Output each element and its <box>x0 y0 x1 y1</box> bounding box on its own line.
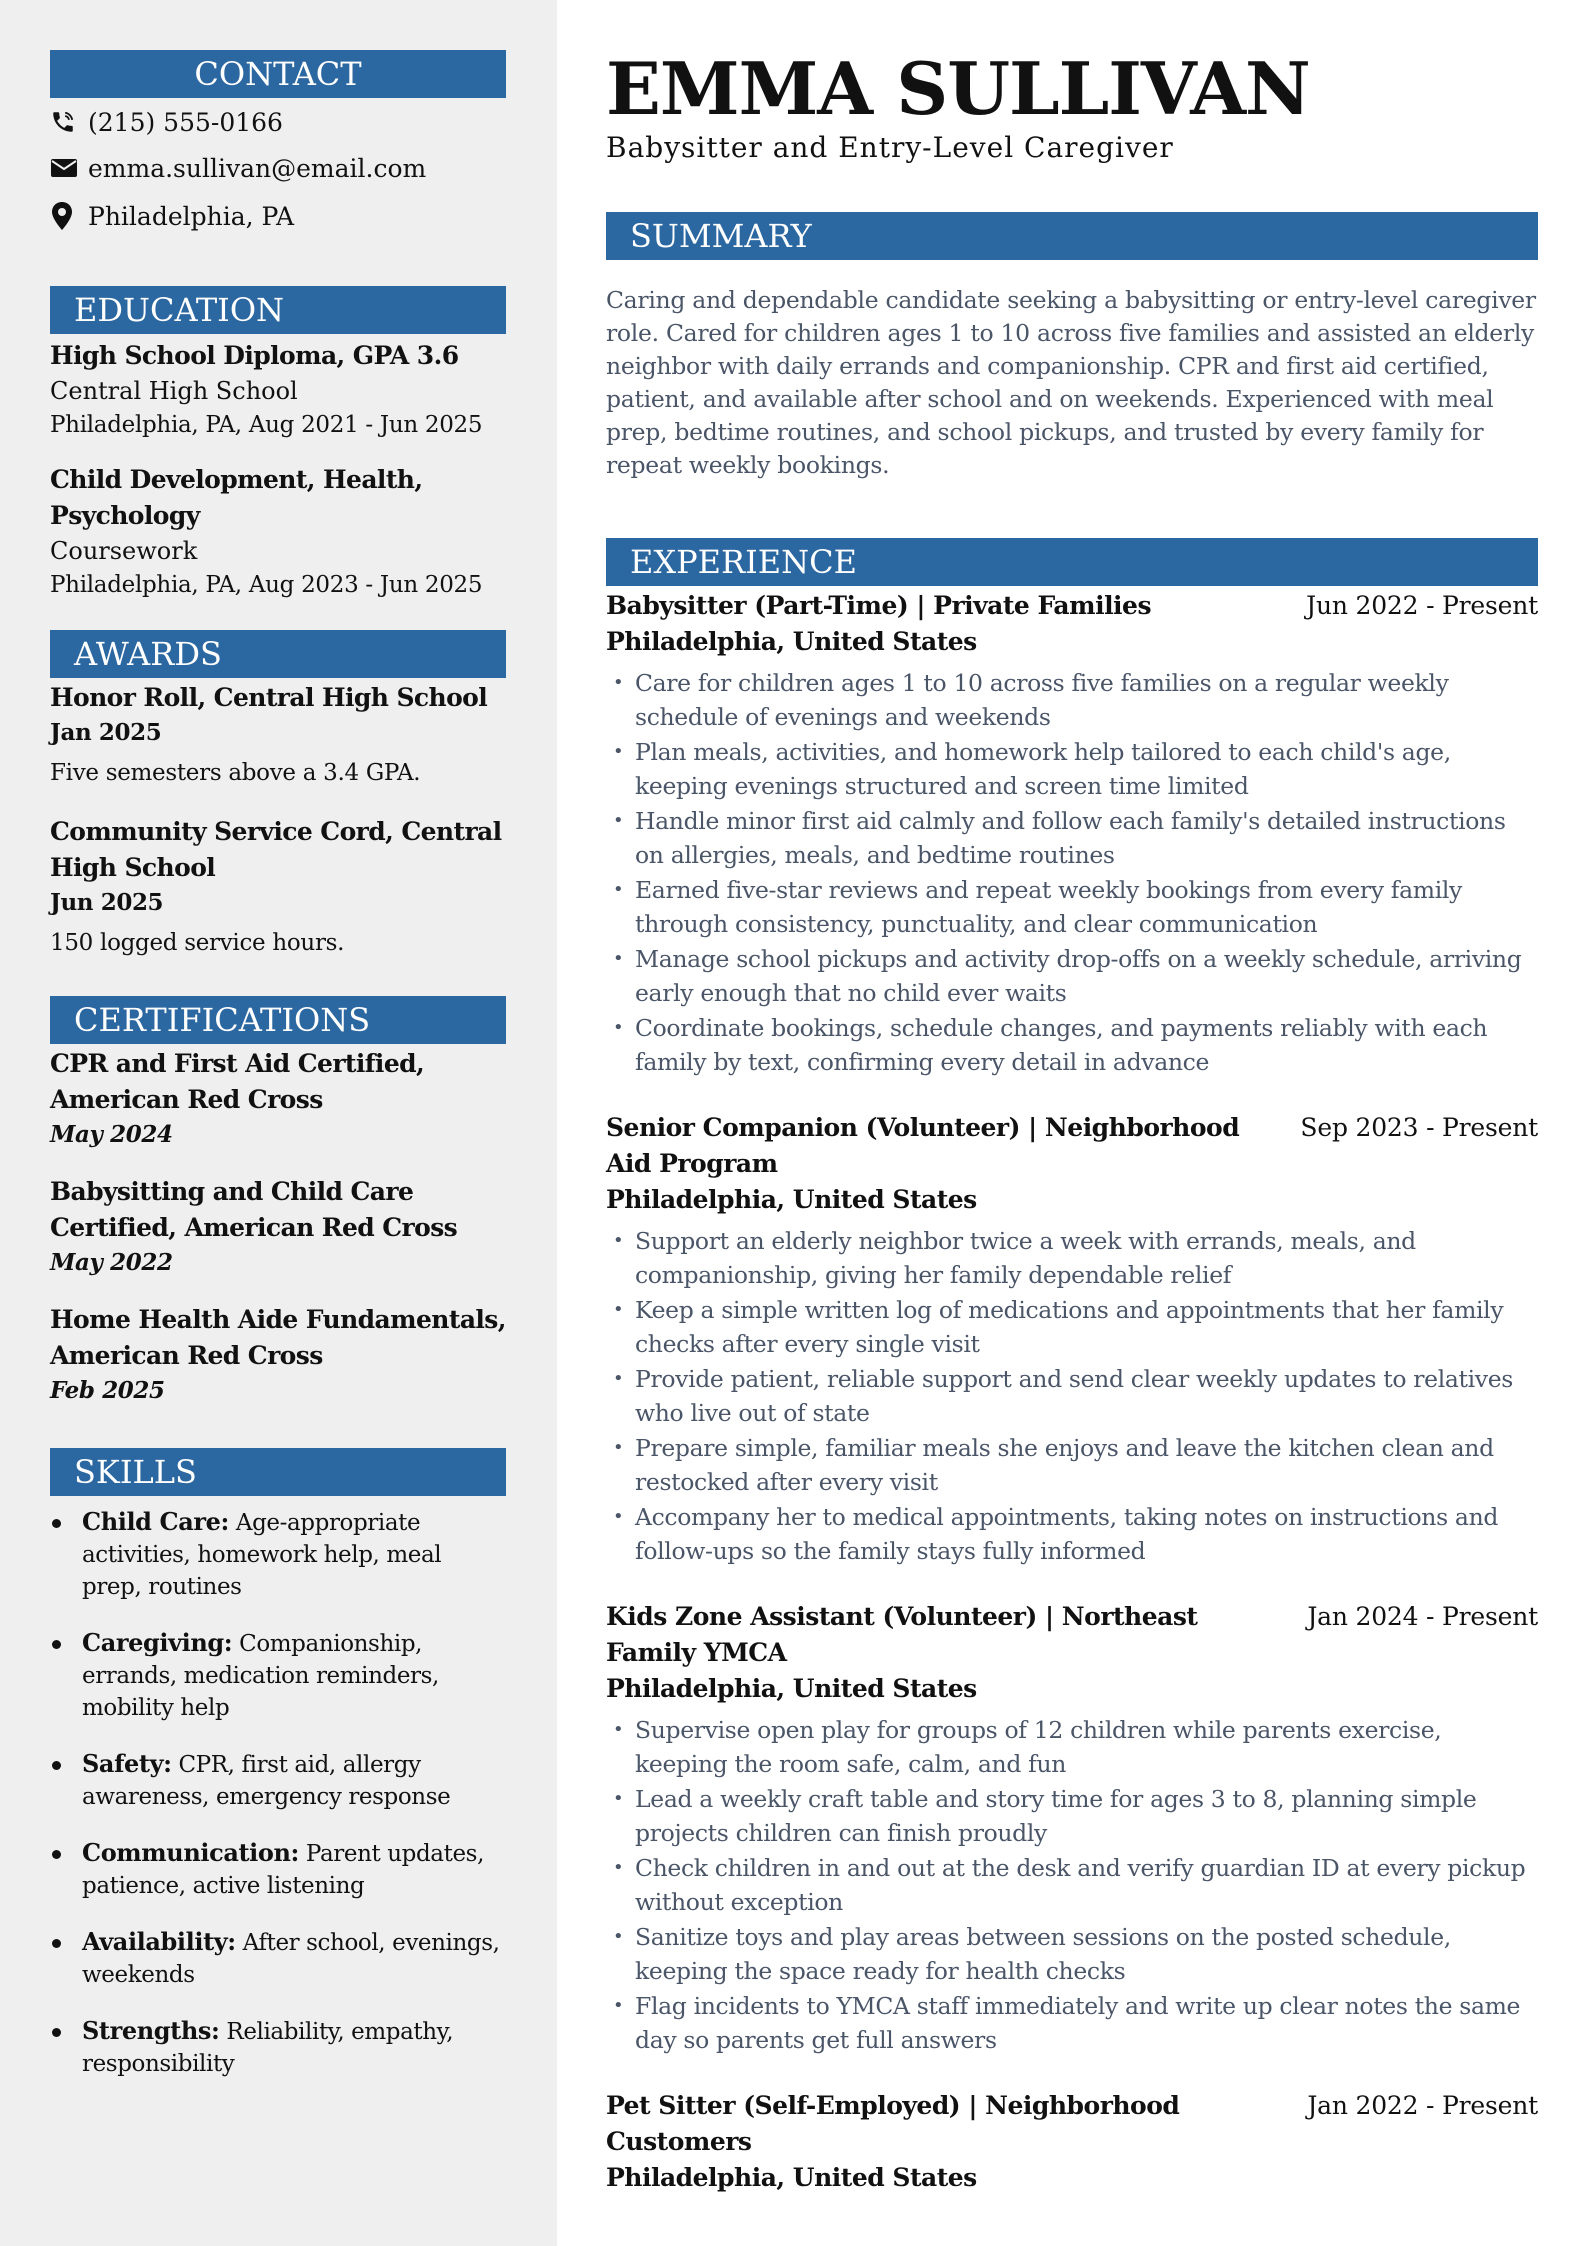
job-location: Philadelphia, United States <box>606 2163 977 2192</box>
skill-text: Companionship, errands, medication reminders, mobility help <box>82 1631 439 1721</box>
summary-text: Caring and dependable candidate seeking a babysitting or entry-level caregiver role. Cared for children ages 1 to 10 across five families and assisted an elderly neighbor with daily errands and companionship. CPR and first aid certified, patient, and available after school and on weekends. Experienced with meal prep, bedtime routines, and school pickups, and trusted by every family for repeat weekly bookings. <box>606 286 1536 479</box>
award-title: Community Service Cord, Central High School <box>50 817 502 882</box>
candidate-name: EMMA SULLIVAN <box>606 46 1310 131</box>
education-title: High School Diploma, GPA 3.6 <box>50 341 459 370</box>
experience-heading: EXPERIENCE <box>606 538 1538 586</box>
certification-date: May 2022 <box>50 1249 173 1276</box>
certification-title: Home Health Aide Fundamentals, American Red Cross <box>50 1305 506 1370</box>
skill-label: Strengths: <box>82 2016 220 2045</box>
job-bullet: • Supervise open play for groups of 12 children while parents exercise, keeping the room safe, calm, and fun <box>606 1713 1538 1781</box>
job-bullets <box>606 1713 1538 2057</box>
skill-text: Parent updates, patience, active listening <box>82 1841 484 1899</box>
job-title: Pet Sitter (Self-Employed) | Neighborhood Customers <box>606 2091 1180 2156</box>
job-date: Sep 2023 - Present <box>1300 1113 1538 1142</box>
certification-item <box>50 1046 507 1152</box>
job-bullet: • Check children in and out at the desk and verify guardian ID at every pickup without exception <box>606 1851 1538 1919</box>
skill-item <box>50 2015 507 2080</box>
certifications-heading: CERTIFICATIONS <box>50 996 506 1044</box>
skill-label: Safety: <box>82 1749 172 1778</box>
email-text: emma.sullivan@email.com <box>88 153 427 183</box>
education-school: Coursework <box>50 537 198 565</box>
job-title: Kids Zone Assistant (Volunteer) | Northeast Family YMCA <box>606 1602 1198 1667</box>
phone-text: (215) 555-0166 <box>88 107 283 137</box>
skill-item <box>50 1748 507 1813</box>
job-entry <box>606 588 1538 1079</box>
job-bullet: • Handle minor first aid calmly and follow each family's detailed instructions on allergies, meals, and bedtime routines <box>606 804 1538 872</box>
award-desc: 150 logged service hours. <box>50 930 345 956</box>
job-bullet: • Care for children ages 1 to 10 across five families on a regular weekly schedule of evenings and weekends <box>606 666 1538 734</box>
skill-text: Age-appropriate activities, homework help, meal prep, routines <box>82 1510 442 1600</box>
skill-item <box>50 1506 507 1603</box>
certification-item <box>50 1302 507 1408</box>
award-date: Jun 2025 <box>50 889 164 916</box>
candidate-subtitle: Babysitter and Entry-Level Caregiver <box>606 131 1174 164</box>
skill-text: Reliability, empathy, responsibility <box>82 2019 454 2077</box>
contact-phone <box>50 100 507 144</box>
job-date: Jan 2024 - Present <box>1307 1602 1538 1631</box>
job-location: Philadelphia, United States <box>606 627 977 656</box>
email-icon <box>50 153 88 183</box>
education-title: Child Development, Health, Psychology <box>50 465 423 530</box>
sidebar <box>0 0 557 2246</box>
education-school: Central High School <box>50 377 298 405</box>
certification-date: Feb 2025 <box>50 1377 165 1404</box>
job-bullet: • Plan meals, activities, and homework help tailored to each child's age, keeping evenings structured and screen time limited <box>606 735 1538 803</box>
location-text: Philadelphia, PA <box>88 201 295 231</box>
certification-title: Babysitting and Child Care Certified, American Red Cross <box>50 1177 458 1242</box>
contact-email[interactable] <box>50 144 507 192</box>
job-bullets <box>606 666 1538 1079</box>
contact-location <box>50 192 507 240</box>
job-title: Babysitter (Part-Time) | Private Families <box>606 591 1152 620</box>
skill-label: Caregiving: <box>82 1628 233 1657</box>
contact-heading: CONTACT <box>50 50 506 98</box>
education-heading: EDUCATION <box>50 286 506 334</box>
certification-title: CPR and First Aid Certified, American Red Cross <box>50 1049 425 1114</box>
job-entry <box>606 2088 1538 2196</box>
certification-date: May 2024 <box>50 1121 173 1148</box>
job-location: Philadelphia, United States <box>606 1185 977 1214</box>
job-bullet: • Earned five-star reviews and repeat weekly bookings from every family through consistency, punctuality, and clear communication <box>606 873 1538 941</box>
certification-item <box>50 1174 507 1280</box>
award-date: Jan 2025 <box>50 719 162 746</box>
job-bullet: • Manage school pickups and activity drop-offs on a weekly schedule, arriving early enough that no child ever waits <box>606 942 1538 1010</box>
job-bullet: • Support an elderly neighbor twice a week with errands, meals, and companionship, giving her family dependable relief <box>606 1224 1538 1292</box>
job-bullet: • Sanitize toys and play areas between sessions on the posted schedule, keeping the space ready for health checks <box>606 1920 1538 1988</box>
job-bullet: • Keep a simple written log of medications and appointments that her family checks after every single visit <box>606 1293 1538 1361</box>
award-item <box>50 814 507 960</box>
location-pin-icon <box>50 201 88 231</box>
award-title: Honor Roll, Central High School <box>50 683 488 712</box>
phone-icon <box>50 107 88 137</box>
skills-list <box>50 1506 507 2080</box>
skill-label: Communication: <box>82 1838 299 1867</box>
skill-label: Child Care: <box>82 1507 229 1536</box>
job-date: Jan 2022 - Present <box>1307 2091 1538 2120</box>
job-date: Jun 2022 - Present <box>1306 591 1538 620</box>
awards-heading: AWARDS <box>50 630 506 678</box>
skill-item <box>50 1926 507 1991</box>
job-bullet: • Coordinate bookings, schedule changes, and payments reliably with each family by text, confirming every detail in advance <box>606 1011 1538 1079</box>
job-bullet: • Flag incidents to YMCA staff immediately and write up clear notes the same day so parents get full answers <box>606 1989 1538 2057</box>
job-bullet: • Accompany her to medical appointments, taking notes on instructions and follow-ups so the family stays fully informed <box>606 1500 1538 1568</box>
job-title: Senior Companion (Volunteer) | Neighborhood Aid Program <box>606 1113 1240 1178</box>
job-bullet: • Lead a weekly craft table and story time for ages 3 to 8, planning simple projects children can finish proudly <box>606 1782 1538 1850</box>
skill-text: After school, evenings, weekends <box>82 1930 500 1988</box>
job-bullet: • Prepare simple, familiar meals she enjoys and leave the kitchen clean and restocked after every visit <box>606 1431 1538 1499</box>
skill-label: Availability: <box>82 1927 236 1956</box>
summary-heading: SUMMARY <box>606 212 1538 260</box>
job-bullet: • Provide patient, reliable support and send clear weekly updates to relatives who live out of state <box>606 1362 1538 1430</box>
award-desc: Five semesters above a 3.4 GPA. <box>50 760 421 786</box>
education-item <box>50 338 507 442</box>
job-bullets <box>606 1224 1538 1568</box>
job-location: Philadelphia, United States <box>606 1674 977 1703</box>
skill-item <box>50 1837 507 1902</box>
award-item <box>50 680 507 790</box>
main-content <box>557 0 1588 2246</box>
skills-heading: SKILLS <box>50 1448 506 1496</box>
education-detail: Philadelphia, PA, Aug 2021 - Jun 2025 <box>50 412 483 438</box>
job-entry <box>606 1599 1538 2057</box>
education-item <box>50 462 507 602</box>
education-detail: Philadelphia, PA, Aug 2023 - Jun 2025 <box>50 572 483 598</box>
job-entry <box>606 1110 1538 1568</box>
skill-text: CPR, first aid, allergy awareness, emergency response <box>82 1752 451 1810</box>
skill-item <box>50 1627 507 1724</box>
